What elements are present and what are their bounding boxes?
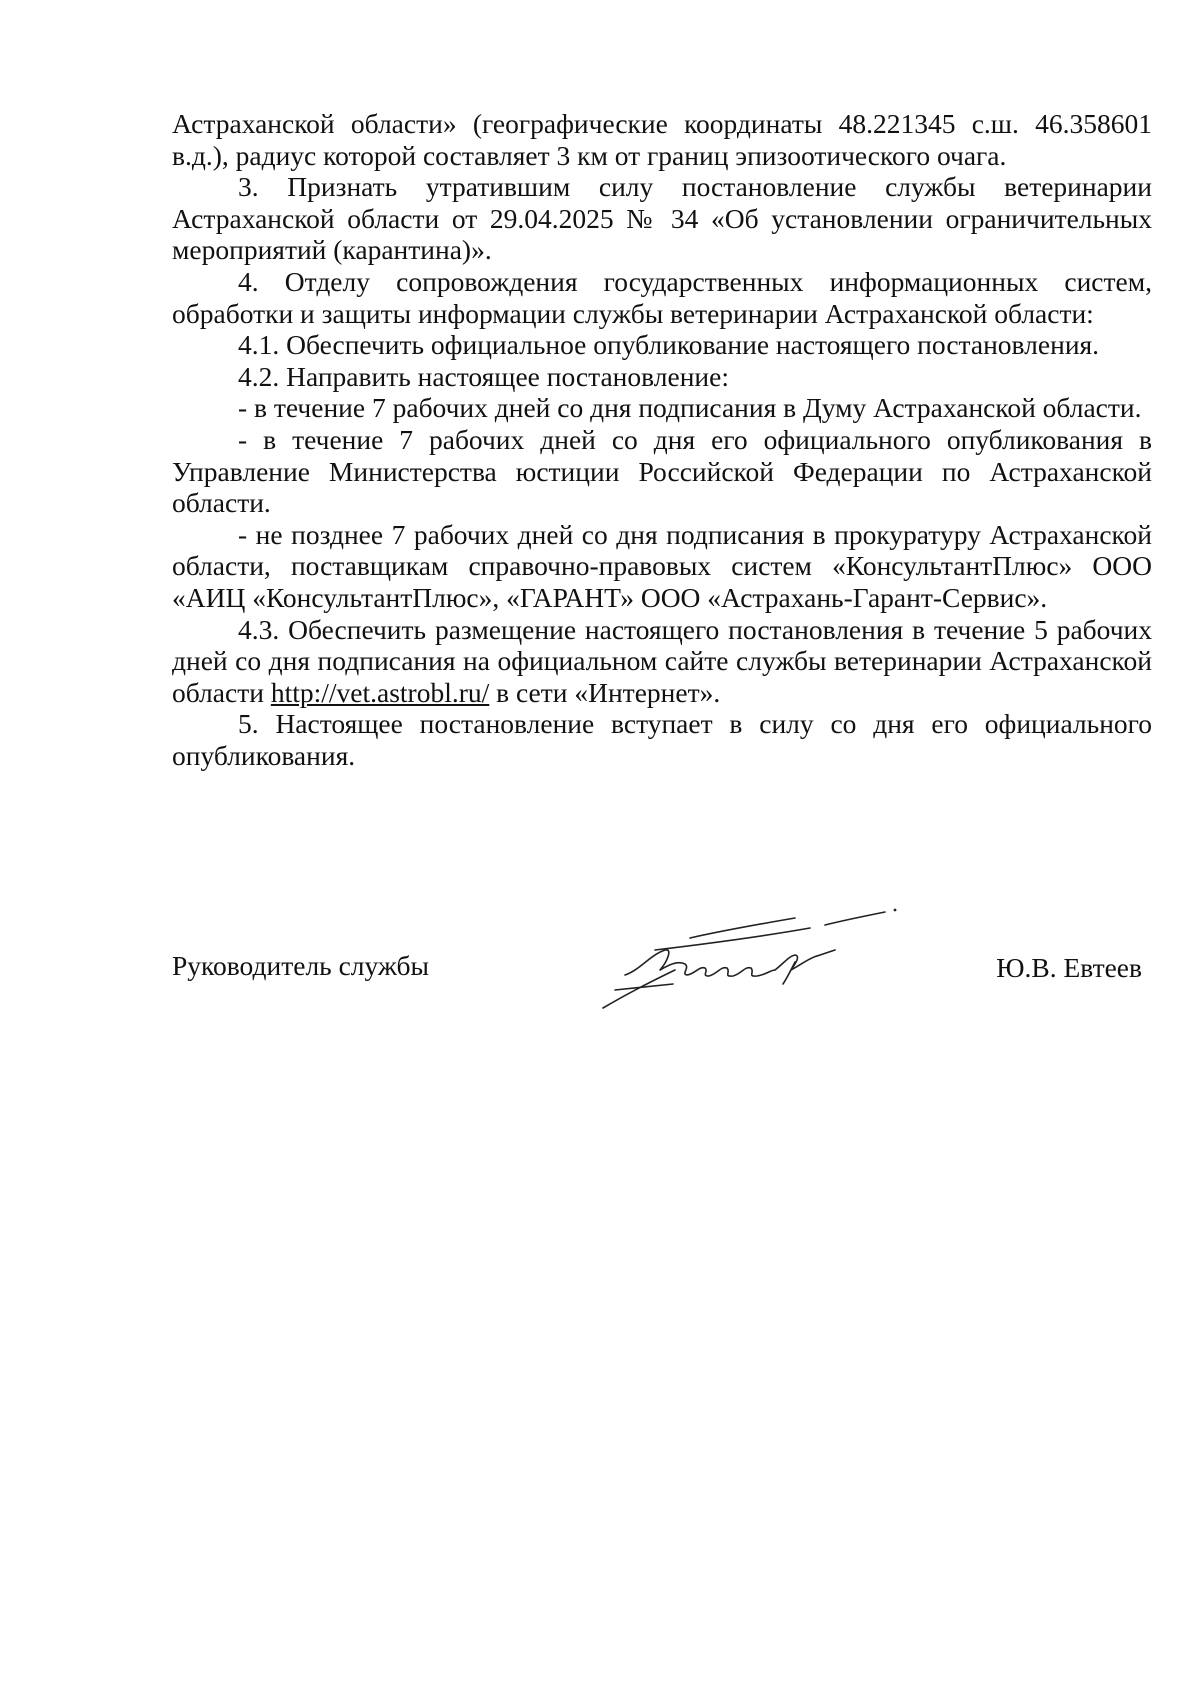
paragraph-4-3-tail: в сети «Интернет». [489, 676, 721, 708]
paragraph-4-2-justice: - в течение 7 рабочих дней со дня его официального опубликования в Управление Министерства юстиции Российской Федерации по Астраханской области. [172, 423, 1152, 519]
document-body [172, 108, 1152, 771]
paragraph-4-3-text: 4.3. Обеспечить размещение настоящего постановления в течение 5 рабочих дней со дня подписания на официальном сайте службы ветеринарии Астраханской области [172, 613, 1152, 708]
paragraph-intro-continuation: Астраханской области» (географические координаты 48.221345 с.ш. 46.358601 в.д.), радиус которой составляет 3 км от границ эпизоотического очага. [172, 108, 1152, 171]
paragraph-4-1: 4.1. Обеспечить официальное опубликование настоящего постановления. [238, 329, 1100, 361]
paragraph-4-2: 4.2. Направить настоящее постановление: [238, 360, 729, 392]
paragraph-4-2-prosecutor: - не позднее 7 рабочих дней со дня подписания в прокуратуру Астраханской области, поставщикам справочно-правовых систем «КонсультантПлюс» ООО «АИЦ «КонсультантПлюс», «ГАРАНТ» ООО «Астрахань-Гарант-Сервис». [172, 518, 1152, 613]
handwritten-signature-icon [595, 900, 915, 1010]
paragraph-5: 5. Настоящее постановление вступает в силу со дня его официального опубликования. [172, 708, 1152, 771]
paragraph-3: 3. Признать утратившим силу постановление службы ветеринарии Астраханской области от 29.04.2025 № 34 «Об установлении ограничительных мероприятий (карантина)». [172, 171, 1152, 266]
signer-name: Ю.В. Евтеев [996, 952, 1142, 983]
paragraph-4: 4. Отделу сопровождения государственных информационных систем, обработки и защиты информации службы ветеринарии Астраханской области: [172, 265, 1152, 329]
signer-position: Руководитель службы [172, 950, 430, 981]
paragraph-4-3 [172, 614, 1152, 709]
website-link[interactable]: http://vet.astrobl.ru/ [270, 676, 490, 708]
paragraph-4-2-duma: - в течение 7 рабочих дней со дня подписания в Думу Астраханской области. [238, 392, 1142, 424]
